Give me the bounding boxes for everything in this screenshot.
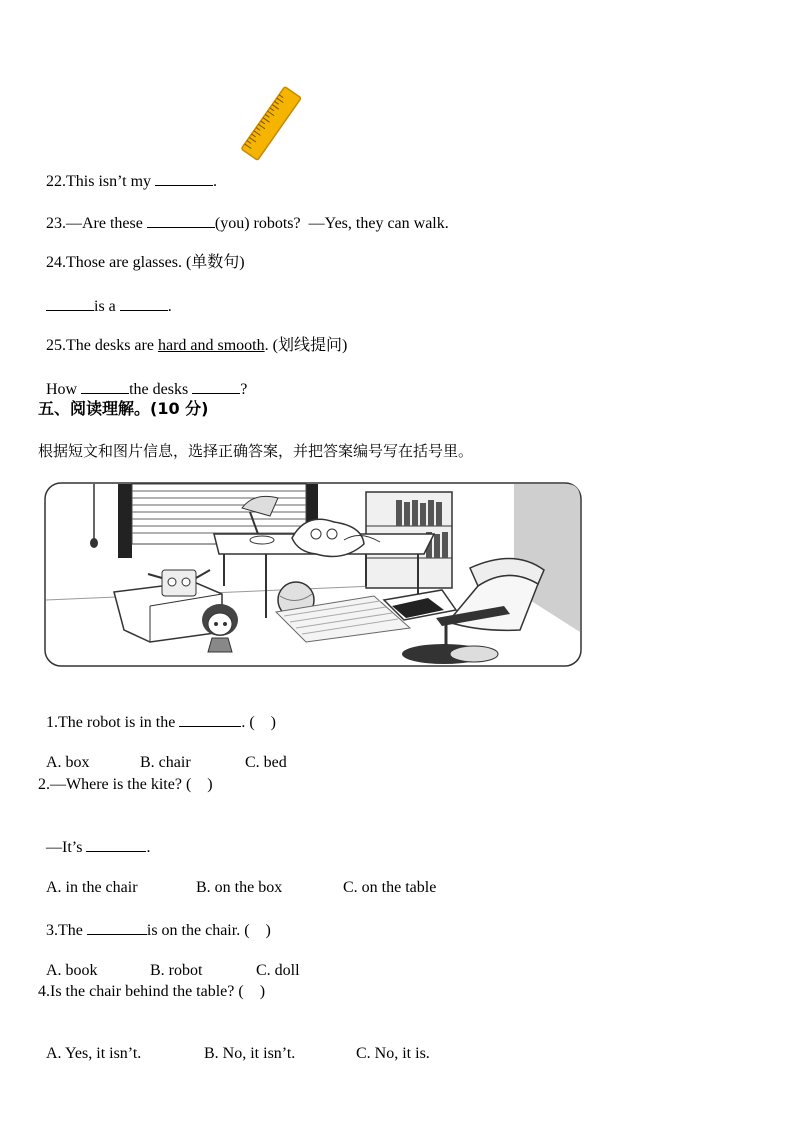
answer-blank[interactable]	[155, 170, 213, 186]
option-a[interactable]: A. in the chair	[46, 879, 138, 896]
underlined-phrase: hard and smooth	[157, 337, 265, 354]
option-b[interactable]: B. chair	[140, 754, 191, 771]
reading-question-2-options	[38, 858, 436, 898]
question-23: 23.—Are these (you) robots? —Yes, they can walk.	[38, 192, 449, 234]
reading-question-1-options	[38, 733, 287, 773]
answer-blank[interactable]	[147, 212, 215, 228]
reading-question-3-options	[38, 941, 300, 981]
answer-blank[interactable]	[120, 295, 168, 311]
section-5-instruction: 根据短文和图片信息，选择正确答案，并把答案编号写在括号里。	[38, 442, 474, 460]
question-24: 24.Those are glasses. (单数句)	[46, 254, 245, 271]
question-24-answer-line: is a .	[38, 275, 172, 317]
reading-question-1: 1.The robot is in the . ( )	[38, 691, 276, 733]
reading-question-3: 3.The is on the chair. ( )	[38, 899, 271, 941]
answer-blank[interactable]	[86, 836, 146, 852]
option-a[interactable]: A. book	[46, 962, 98, 979]
answer-blank[interactable]	[179, 711, 241, 727]
option-c[interactable]: C. doll	[256, 962, 300, 979]
question-25: 25.The desks are hard and smooth. (划线提问)	[46, 337, 348, 354]
option-c[interactable]: C. on the table	[343, 879, 437, 896]
option-c[interactable]: C. bed	[245, 754, 287, 771]
option-b[interactable]: B. robot	[150, 962, 203, 979]
option-a[interactable]: A. Yes, it isn’t.	[46, 1045, 142, 1062]
option-b[interactable]: B. No, it isn’t.	[204, 1045, 296, 1062]
reading-question-4: 4.Is the chair behind the table? ( )	[38, 983, 266, 1000]
section-5-title: 五、阅读理解。(10 分)	[38, 399, 209, 418]
ruler-illustration	[236, 84, 308, 164]
answer-blank[interactable]	[46, 295, 94, 311]
option-a[interactable]: A. box	[46, 754, 90, 771]
option-c[interactable]: C. No, it is.	[356, 1045, 430, 1062]
answer-blank[interactable]	[87, 919, 147, 935]
reading-question-2-answer-line: —It’s .	[38, 816, 150, 858]
question-22: 22.This isn’t my .	[38, 150, 217, 192]
reading-question-2: 2.—Where is the kite? ( )	[38, 776, 213, 793]
option-b[interactable]: B. on the box	[196, 879, 283, 896]
answer-blank[interactable]	[192, 378, 240, 394]
room-scene-illustration	[44, 482, 582, 668]
answer-blank[interactable]	[81, 378, 129, 394]
question-25-answer-line: How the desks ?	[38, 358, 247, 400]
reading-question-4-options	[38, 1024, 430, 1064]
